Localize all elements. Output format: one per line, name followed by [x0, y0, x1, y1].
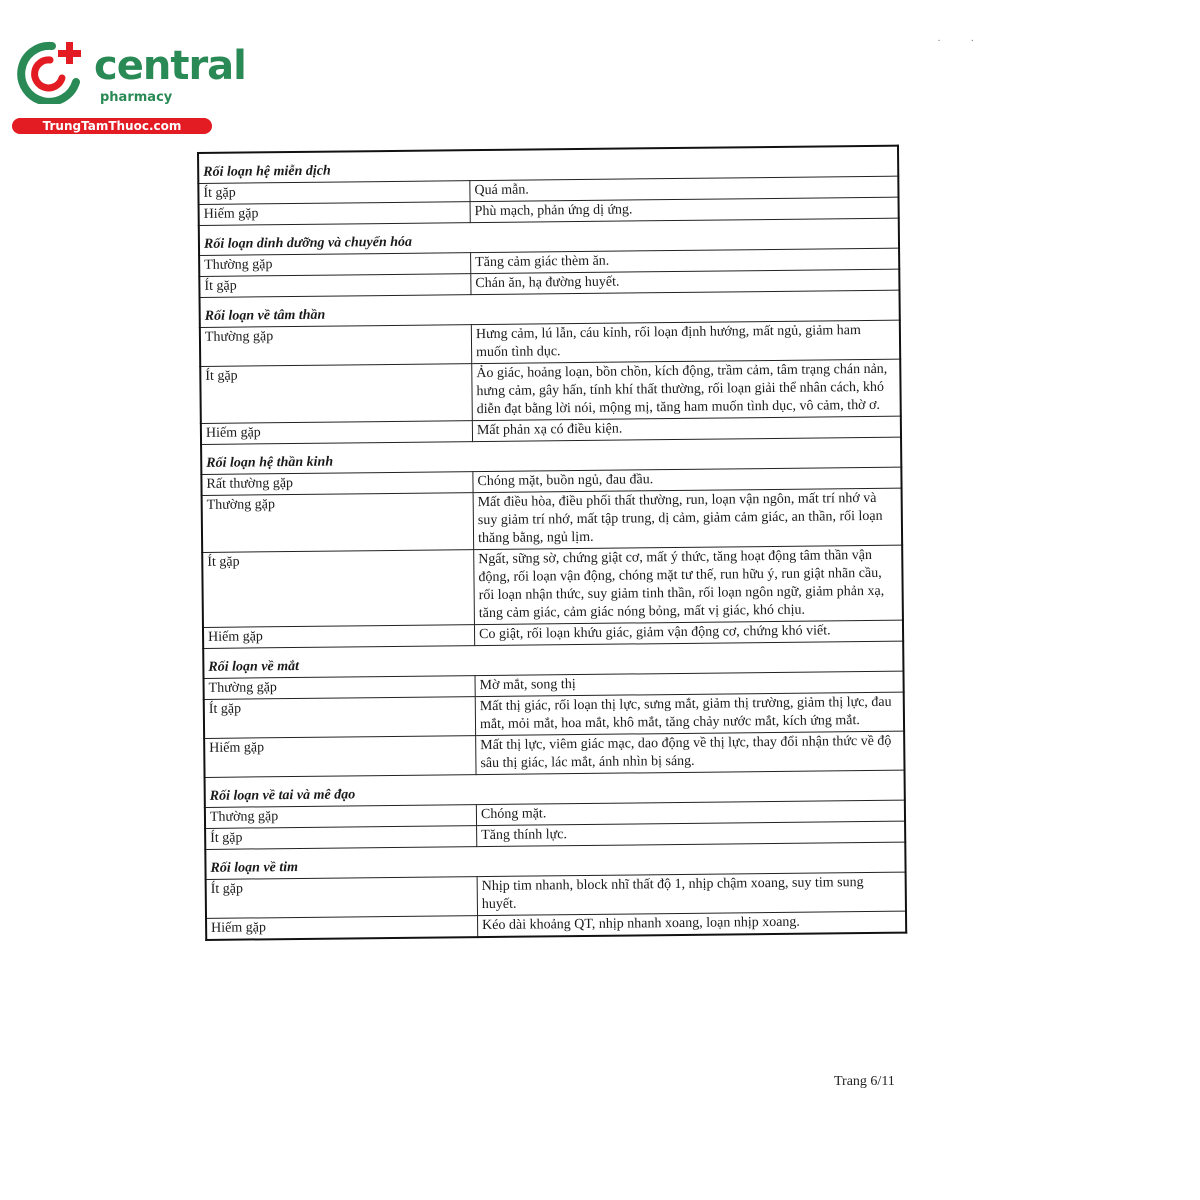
effects-cell: Tăng cảm giác thèm ăn.	[471, 248, 900, 273]
effects-cell: Ngất, sững sờ, chứng giật cơ, mất ý thức, tăng hoạt động tâm thần vận động, rối loạn vận động, chóng mặt tư thế, run hữu ý, run giật nhãn cầu, rối loạn nhận thức, suy giảm tinh thần, rối loạn ngôn ngữ, giảm phản xạ, tăng cảm giác, cảm giác nóng bỏng, mất vị giác, khó chịu.	[474, 545, 903, 624]
frequency-cell: Hiếm gặp	[199, 202, 471, 226]
frequency-cell: Thường gặp	[202, 493, 474, 553]
pharmacy-logo-icon	[10, 38, 90, 104]
table-row	[200, 359, 901, 423]
effects-cell: Quá mẫn.	[470, 176, 899, 201]
table-row	[202, 488, 903, 552]
frequency-cell: Ít gặp	[199, 274, 471, 298]
logo-wordmark: central	[94, 43, 246, 89]
frequency-cell: Ít gặp	[204, 697, 476, 739]
section-title: Rối loạn dinh dưỡng và chuyển hóa	[199, 218, 899, 255]
section-title: Rối loạn về mắt	[203, 641, 903, 678]
effects-cell: Mờ mắt, song thị	[475, 671, 904, 696]
frequency-cell: Hiếm gặp	[204, 736, 476, 778]
central-pharmacy-logo	[10, 38, 246, 138]
frequency-cell: Thường gặp	[204, 676, 476, 700]
effects-cell: Hưng cảm, lú lẫn, cáu kỉnh, rối loạn định hướng, mất ngủ, giảm ham muốn tình dục.	[471, 320, 900, 363]
effects-cell: Kéo dài khoảng QT, nhịp nhanh xoang, loạn nhịp xoang.	[478, 911, 907, 937]
effects-cell: Nhịp tim nhanh, block nhĩ thất độ 1, nhịp chậm xoang, suy tim sung huyết.	[477, 872, 906, 915]
logo-subtitle: pharmacy	[100, 90, 173, 105]
effects-cell: Mất phản xạ có điều kiện.	[472, 416, 901, 441]
effects-cell: Mất thị giác, rối loạn thị lực, sưng mắt, giảm thị trường, giảm thị lực, đau mắt, mỏi mắt, hoa mắt, khô mắt, tăng chảy nước mắt, kích ứng mắt.	[475, 692, 904, 735]
frequency-cell: Rất thường gặp	[201, 472, 473, 496]
section-title: Rối loạn hệ thần kinh	[201, 437, 901, 474]
section-title: Rối loạn về tai và mê đạo	[205, 770, 905, 807]
section-title: Rối loạn về tâm thần	[200, 290, 900, 327]
effects-cell: Tăng thính lực.	[477, 821, 906, 846]
table-row	[202, 545, 903, 627]
page-number: Trang 6/11	[834, 1074, 895, 1089]
frequency-cell: Ít gặp	[202, 550, 474, 628]
side-effects-document	[197, 145, 907, 941]
effects-cell: Chán ăn, hạ đường huyết.	[471, 269, 900, 294]
frequency-cell: Ít gặp	[198, 181, 470, 205]
effects-cell: Mất điều hòa, điều phối thất thường, run, loạn vận ngôn, mất trí nhớ và suy giảm trí nhớ, mất tập trung, dị cảm, giảm cảm giác, an thần, rối loạn thăng bằng, ngủ lịm.	[473, 488, 902, 549]
frequency-cell: Hiếm gặp	[206, 916, 478, 940]
effects-cell: Ảo giác, hoảng loạn, bồn chồn, kích động, trầm cảm, tâm trạng chán nản, hưng cảm, gây hấn, tính khí thất thường, rối loạn giải thể nhân cách, khó diễn đạt bằng lời nói, mộng mị, tăng ham muốn tình dục, vô cảm, thờ ơ.	[472, 359, 901, 420]
section-title: Rối loạn về tim	[205, 842, 905, 879]
effects-cell: Chóng mặt, buồn ngủ, đau đầu.	[473, 467, 902, 492]
frequency-cell: Ít gặp	[200, 364, 472, 424]
frequency-cell: Hiếm gặp	[201, 421, 473, 445]
scan-specks: · ·	[937, 36, 974, 47]
frequency-cell: Hiếm gặp	[203, 625, 475, 649]
effects-cell: Chóng mặt.	[476, 800, 905, 825]
frequency-cell: Thường gặp	[205, 805, 477, 829]
frequency-cell: Ít gặp	[205, 826, 477, 850]
effects-cell: Mất thị lực, viêm giác mạc, dao động về thị lực, thay đổi nhận thức về độ sâu thị giác, lác mắt, ánh nhìn bị sáng.	[476, 731, 905, 774]
effects-cell: Phù mạch, phản ứng dị ứng.	[470, 197, 899, 222]
section-title: Rối loạn hệ miễn dịch	[198, 146, 898, 184]
side-effects-table	[197, 145, 907, 941]
effects-cell: Co giật, rối loạn khứu giác, giảm vận động cơ, chứng khó viết.	[474, 620, 903, 645]
frequency-cell: Ít gặp	[206, 877, 478, 919]
logo-badge: TrungTamThuoc.com	[12, 118, 212, 134]
frequency-cell: Thường gặp	[200, 325, 472, 367]
frequency-cell: Thường gặp	[199, 253, 471, 277]
